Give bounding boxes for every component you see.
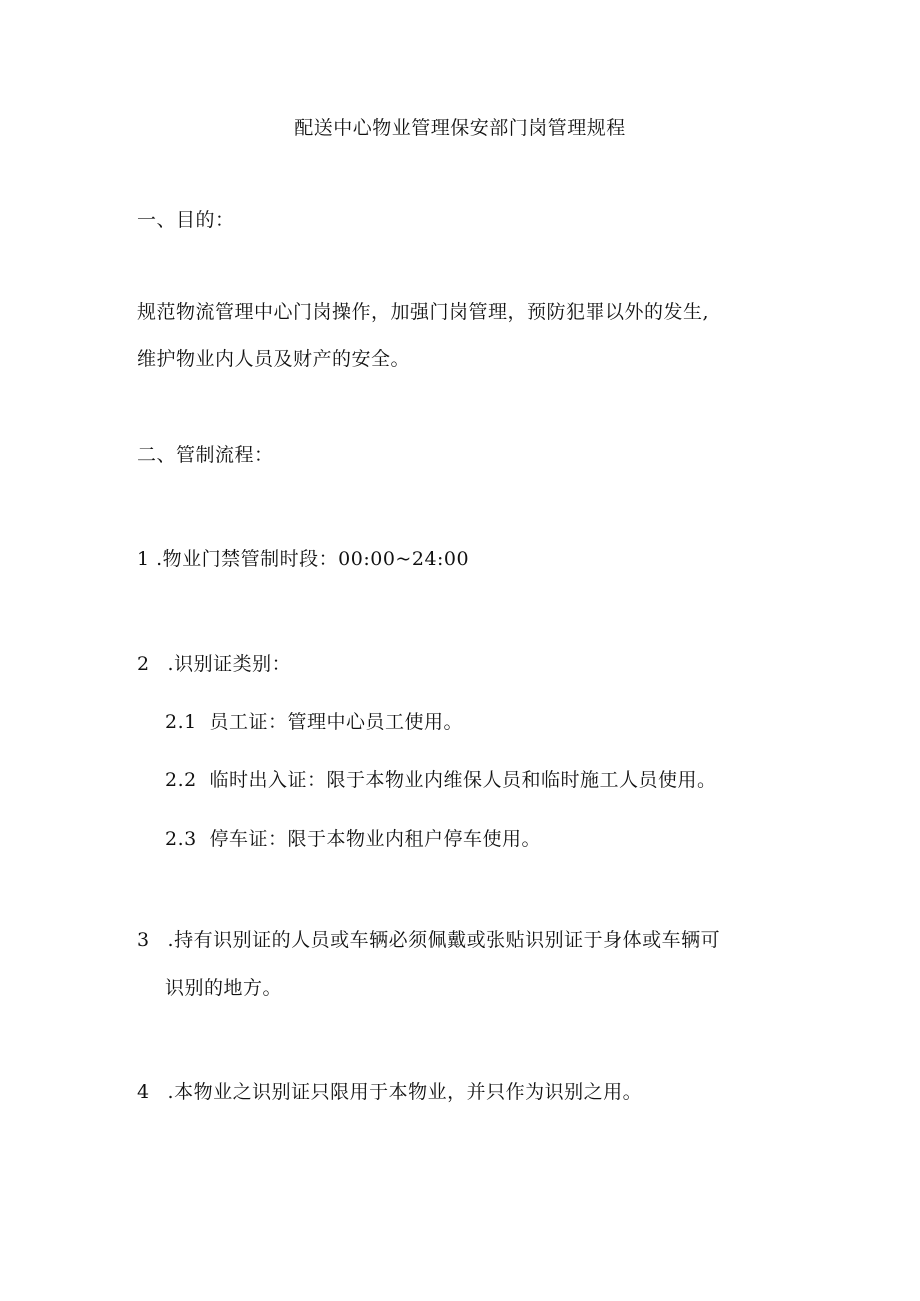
document-title: 配送中心物业管理保安部门岗管理规程 [294,117,626,139]
list-item-3-continuation: 识别的地方。 [165,977,283,999]
sub-item-2-1 [165,710,463,734]
list-item-2 [137,652,291,676]
section-heading-process: 二、管制流程： [137,444,274,466]
purpose-text-line1: 规范物流管理中心门岗操作，加强门岗管理，预防犯罪以外的发生, [137,301,710,323]
list-item-number: 3 [137,929,150,951]
list-item-1 [137,547,469,571]
sub-item-number: 2.3 [165,828,197,850]
sub-item-2-3 [165,827,541,851]
list-item-text: .物业门禁管制时段：00:00~24:00 [156,548,470,570]
sub-item-number: 2.2 [165,769,197,791]
list-item-text-line1: .持有识别证的人员或车辆必须佩戴或张贴识别证于身体或车辆可 [167,929,721,951]
sub-item-text: 临时出入证：限于本物业内维保人员和临时施工人员使用。 [209,769,717,791]
list-item-text: .本物业之识别证只限用于本物业，并只作为识别之用。 [167,1081,643,1103]
sub-item-text: 停车证：限于本物业内租户停车使用。 [209,828,542,850]
sub-item-text: 员工证：管理中心员工使用。 [209,711,464,733]
sub-item-number: 2.1 [165,711,197,733]
list-item-3 [137,928,720,952]
list-item-number: 1 [137,548,150,570]
list-item-4 [137,1080,642,1104]
list-item-number: 2 [137,653,150,675]
purpose-text-line2: 维护物业内人员及财产的安全。 [137,348,411,370]
section-heading-purpose: 一、目的： [137,209,235,231]
sub-item-2-2 [165,768,717,792]
list-item-number: 4 [137,1081,150,1103]
list-item-text: .识别证类别： [167,653,292,675]
